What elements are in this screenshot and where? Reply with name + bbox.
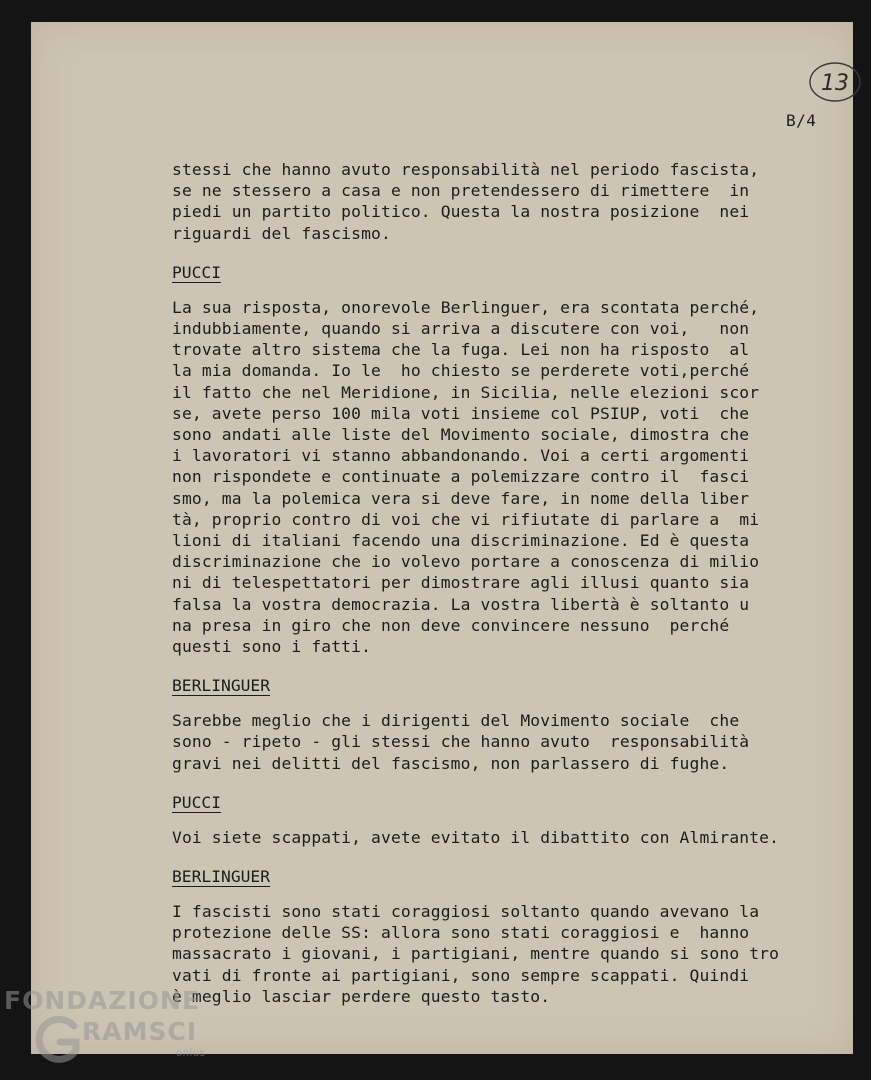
text-line: I fascisti sono stati coraggiosi soltanto quando avevano la bbox=[172, 902, 760, 922]
text-line: non rispondete e continuate a polemizzare contro il fasci bbox=[172, 467, 750, 487]
text-line: trovate altro sistema che la fuga. Lei non ha risposto al bbox=[172, 340, 750, 360]
folio-circle-icon bbox=[807, 60, 863, 104]
text-line: vati di fronte ai partigiani, sono sempre scappati. Quindi bbox=[172, 965, 750, 985]
text-line: Voi siete scappati, avete evitato il dibattito con Almirante. bbox=[172, 827, 780, 847]
gramsci-g-logo-icon bbox=[34, 1012, 82, 1072]
text-line: se, avete perso 100 mila voti insieme col PSIUP, voti che bbox=[172, 403, 750, 423]
paragraph-2 bbox=[172, 297, 792, 657]
text-line: ni di telespettatori per dimostrare agli illusi quanto sia bbox=[172, 573, 750, 593]
paragraph-4 bbox=[172, 827, 792, 848]
text-line: sono andati alle liste del Movimento sociale, dimostra che bbox=[172, 425, 750, 445]
fondazione-gramsci-watermark bbox=[4, 986, 219, 1076]
text-line: la mia domanda. Io le ho chiesto se perderete voti,perché bbox=[172, 361, 750, 381]
speaker-name: PUCCI bbox=[172, 792, 222, 812]
text-line: è meglio lasciar perdere questo tasto. bbox=[172, 986, 551, 1006]
text-line: falsa la vostra democrazia. La vostra libertà è soltanto u bbox=[172, 594, 750, 614]
text-line: Sarebbe meglio che i dirigenti del Movimento sociale che bbox=[172, 711, 740, 731]
text-line: riguardi del fascismo. bbox=[172, 223, 391, 243]
page-code: B/4 bbox=[786, 111, 817, 130]
paragraph-5 bbox=[172, 901, 792, 1007]
text-line: smo, ma la polemica vera si deve fare, in nome della liber bbox=[172, 488, 750, 508]
text-line: tà, proprio contro di voi che vi rifiutate di parlare a mi bbox=[172, 509, 760, 529]
text-line: discriminazione che io volevo portare a conoscenza di milio bbox=[172, 552, 760, 572]
watermark-line2: RAMSCI bbox=[82, 1017, 198, 1046]
folio-stamp bbox=[807, 60, 863, 104]
text-line: lioni di italiani facendo una discriminazione. Ed è questa bbox=[172, 531, 750, 551]
paragraph-1 bbox=[172, 159, 792, 244]
text-line: indubbiamente, quando si arriva a discutere con voi, non bbox=[172, 319, 750, 339]
paragraph-3 bbox=[172, 710, 792, 774]
text-line: se ne stessero a casa e non pretendessero di rimettere in bbox=[172, 181, 750, 201]
document-body bbox=[172, 159, 792, 1007]
watermark-line1: FONDAZIONE bbox=[4, 986, 201, 1015]
text-line: i lavoratori vi stanno abbandonando. Voi a certi argomenti bbox=[172, 446, 750, 466]
speaker-name: BERLINGUER bbox=[172, 867, 271, 887]
folio-number: 13 bbox=[821, 71, 849, 96]
speaker-name: BERLINGUER bbox=[172, 676, 271, 696]
watermark-suffix: onlus bbox=[176, 1048, 206, 1059]
text-line: stessi che hanno avuto responsabilità nel periodo fascista, bbox=[172, 160, 760, 179]
text-line: protezione delle SS: allora sono stati coraggiosi e hanno bbox=[172, 923, 750, 943]
text-line: il fatto che nel Meridione, in Sicilia, nelle elezioni scor bbox=[172, 382, 760, 402]
text-line: gravi nei delitti del fascismo, non parlassero di fughe. bbox=[172, 753, 730, 773]
text-line: massacrato i giovani, i partigiani, mentre quando si sono tro bbox=[172, 944, 780, 964]
text-line: piedi un partito politico. Questa la nostra posizione nei bbox=[172, 202, 750, 222]
text-line: questi sono i fatti. bbox=[172, 637, 372, 657]
text-line: na presa in giro che non deve convincere nessuno perché bbox=[172, 615, 730, 635]
speaker-name: PUCCI bbox=[172, 262, 222, 282]
text-line: sono - ripeto - gli stessi che hanno avuto responsabilità bbox=[172, 732, 750, 752]
text-line: La sua risposta, onorevole Berlinguer, era scontata perché, bbox=[172, 297, 760, 317]
